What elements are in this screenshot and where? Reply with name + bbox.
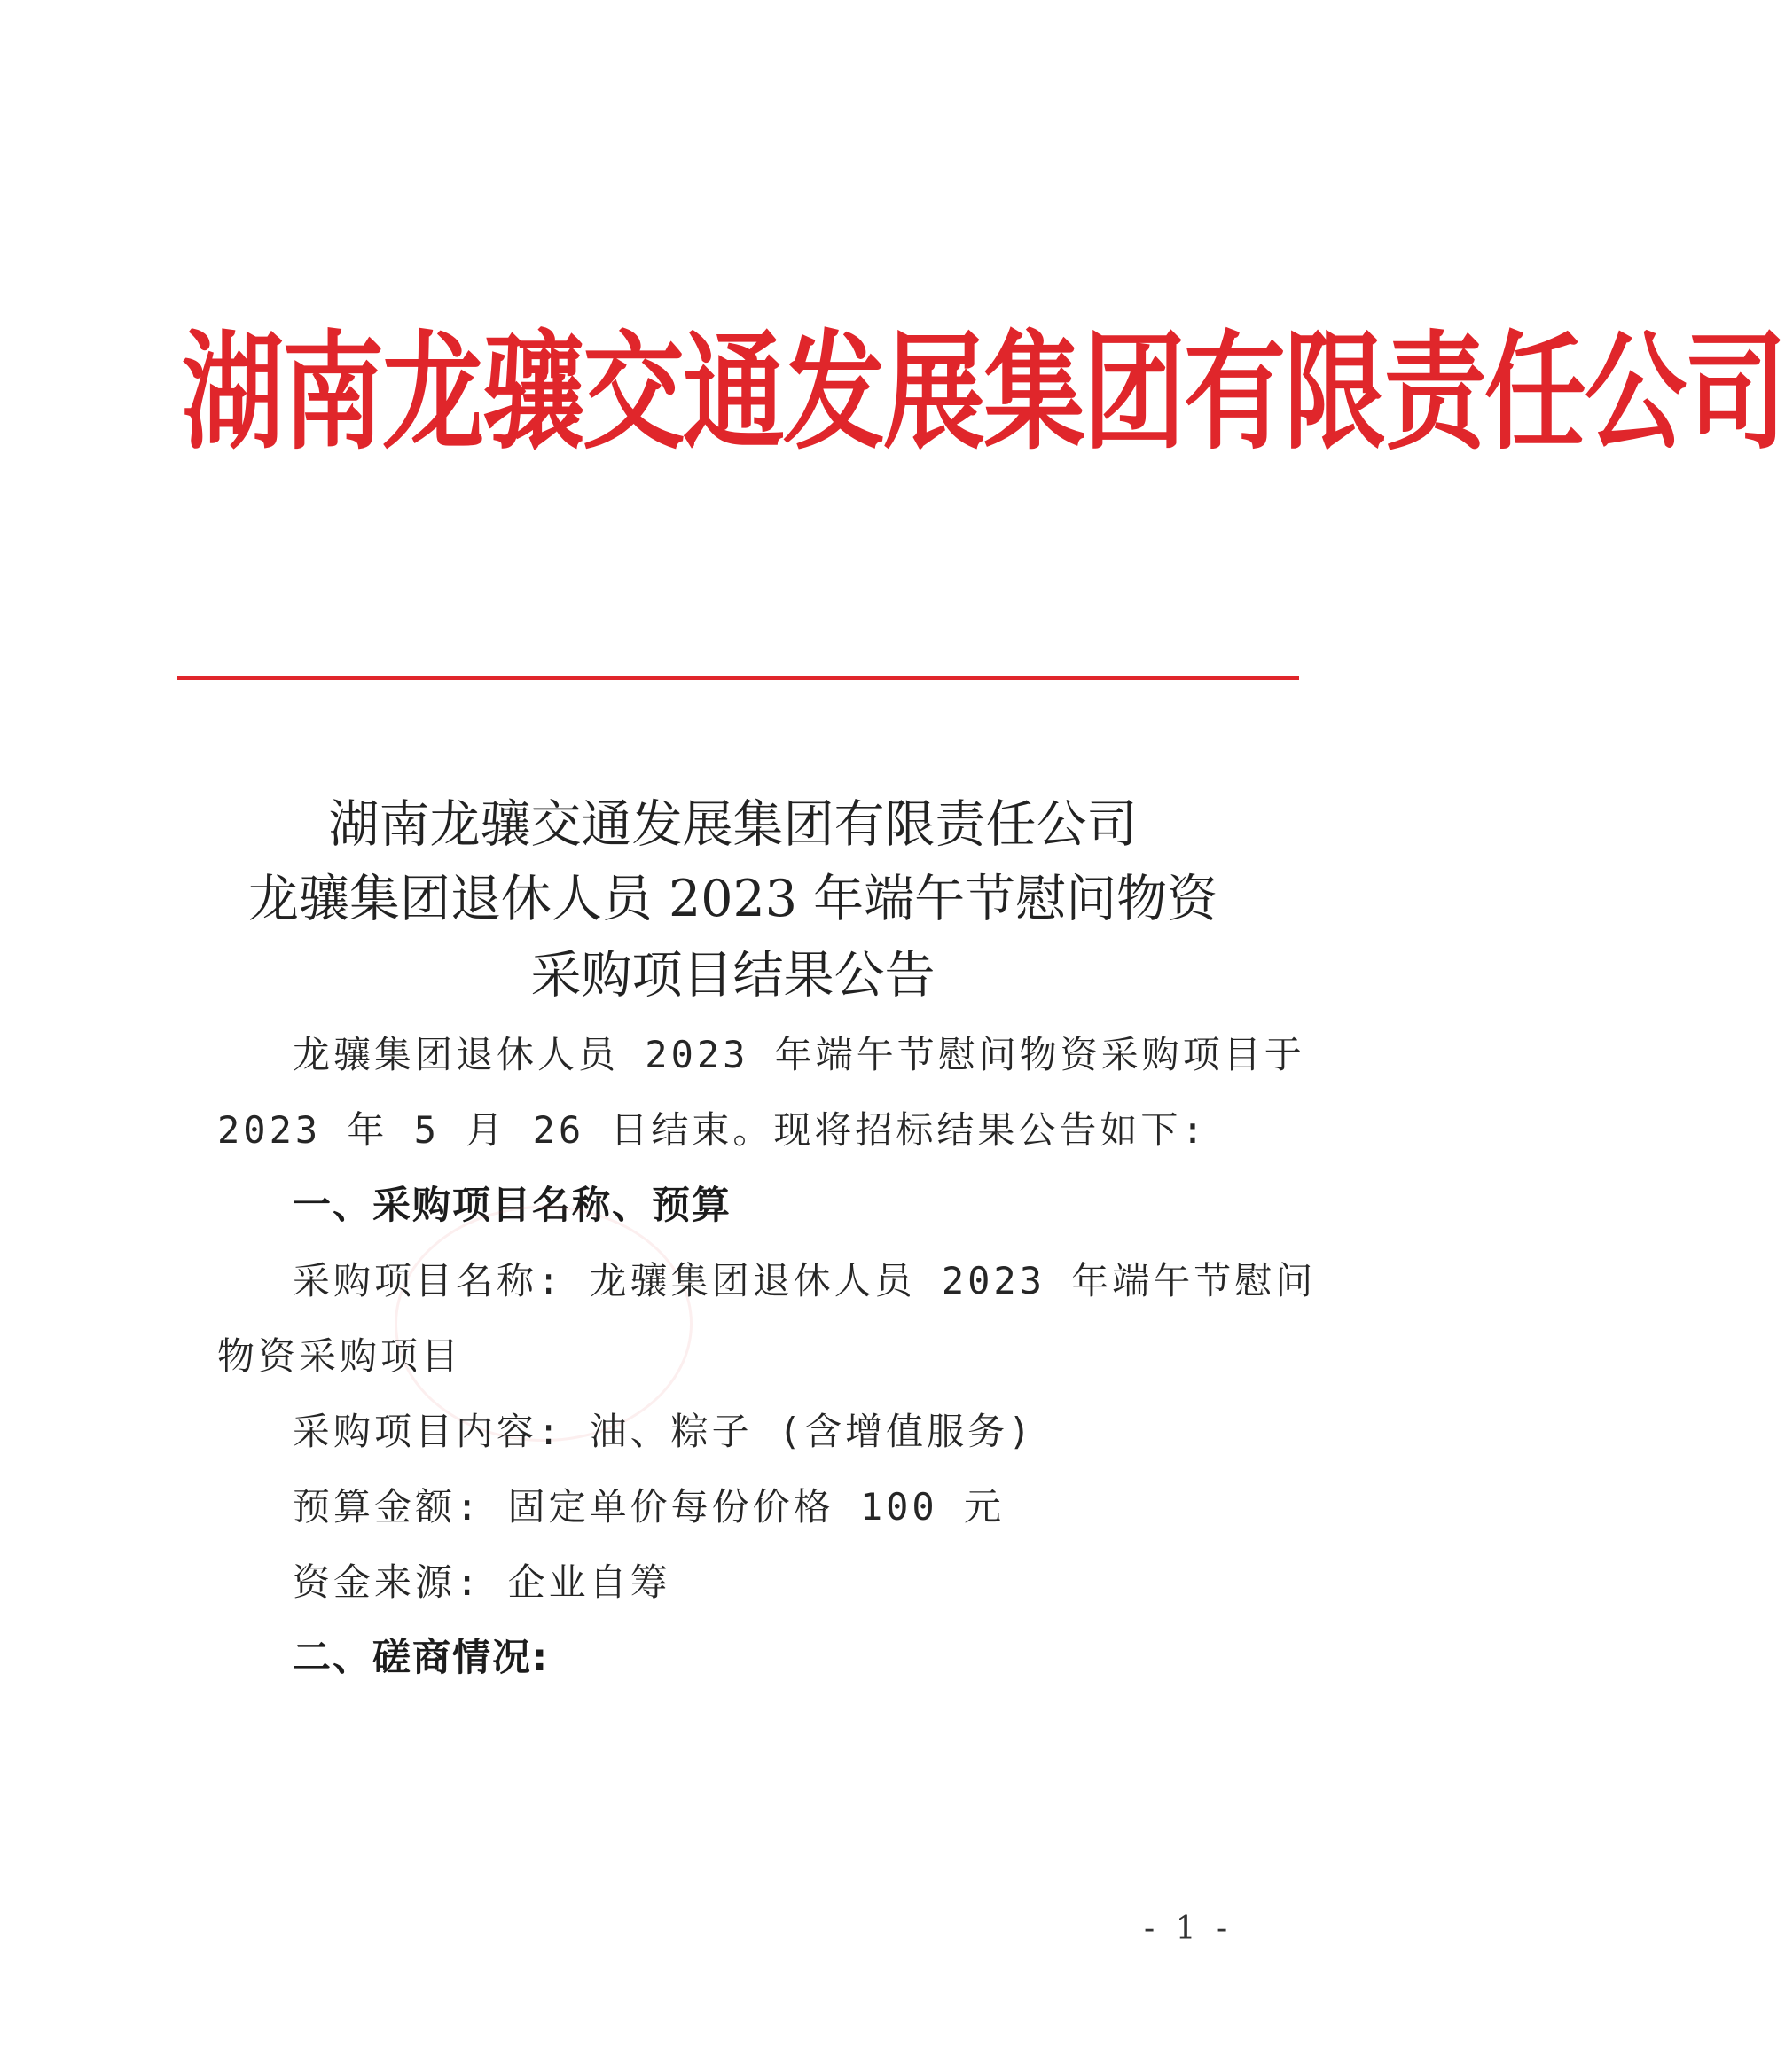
budget-amount: 预算金额: 固定单价每份价格 100 元 (293, 1485, 1006, 1529)
letterhead: 湖南龙骧交通发展集团有限责任公司 (182, 319, 1785, 468)
page-number: - 1 - (1144, 1911, 1233, 1947)
doc-title-line-1: 湖南龙骧交通发展集团有限责任公司 (328, 795, 1138, 854)
intro-line-2: 2023 年 5 月 26 日结束。现将招标结果公告如下: (217, 1108, 1208, 1152)
section-2-heading: 二、磋商情况: (293, 1636, 550, 1680)
doc-title-line-2: 龙骧集团退休人员 2023 年端午节慰问物资 (247, 870, 1218, 928)
section-1-heading: 一、采购项目名称、预算 (293, 1184, 732, 1228)
project-name-line-2: 物资采购项目 (217, 1334, 463, 1378)
intro-line-1: 龙骧集团退休人员 2023 年端午节慰问物资采购项目于 (293, 1033, 1305, 1076)
fund-source: 资金来源: 企业自筹 (293, 1560, 671, 1604)
letterhead-red-rule (177, 676, 1299, 680)
project-name-line-1: 采购项目名称: 龙骧集团退休人员 2023 年端午节慰问 (293, 1259, 1317, 1302)
project-content: 采购项目内容: 油、粽子 (含增值服务) (293, 1410, 1035, 1453)
doc-title-line-3: 采购项目结果公告 (530, 946, 936, 1005)
